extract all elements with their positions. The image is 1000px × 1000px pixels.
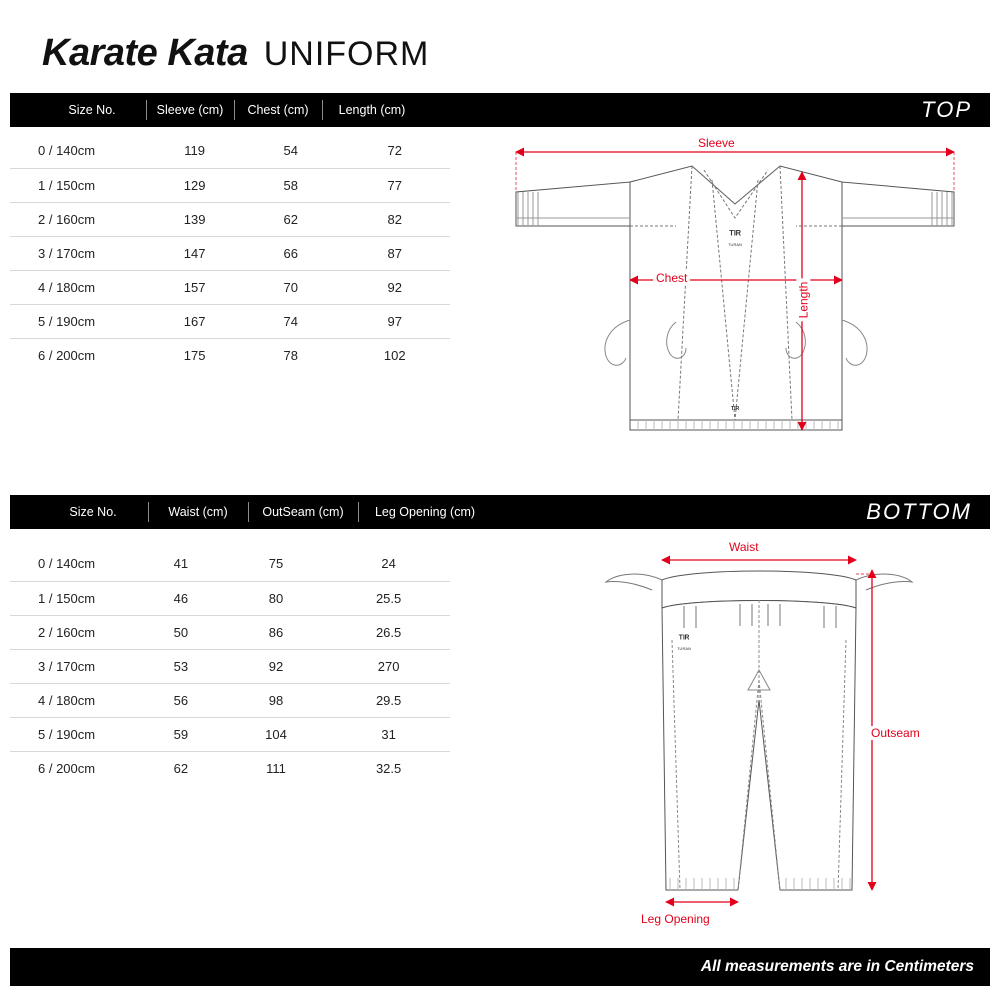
cell-legopening: 32.5 (375, 760, 402, 776)
bottom-size-table (10, 547, 450, 785)
cell-legopening: 26.5 (327, 615, 450, 649)
cell-sleeve: 119 (147, 134, 242, 168)
cell-sleeve: 129 (147, 168, 242, 202)
top-size-table (10, 134, 450, 372)
cell-chest: 78 (283, 347, 299, 363)
cell-sleeve: 167 (147, 304, 242, 338)
table-row (10, 236, 450, 270)
jacket-svg (480, 130, 990, 460)
bottom-col-header-waist: Waist (cm) (148, 495, 248, 529)
cell-sleeve: 175 (183, 347, 206, 363)
cell-length: 102 (383, 347, 406, 363)
cell-legopening: 25.5 (327, 581, 450, 615)
cell-waist: 53 (137, 649, 225, 683)
cell-waist: 56 (137, 683, 225, 717)
cell-size: 2 / 160cm (10, 202, 147, 236)
title-main: Karate Kata (42, 32, 248, 74)
cell-waist: 62 (173, 760, 189, 776)
dim-label-outseam: Outseam (868, 726, 923, 740)
table-row (10, 338, 450, 372)
cell-chest: 74 (242, 304, 339, 338)
cell-sleeve: 139 (147, 202, 242, 236)
svg-text:TURAN: TURAN (677, 646, 691, 651)
cell-chest: 62 (242, 202, 339, 236)
cell-size: 0 / 140cm (10, 547, 137, 581)
footer-note: All measurements are in Centimeters (700, 958, 974, 975)
top-section-label: TOP (921, 97, 972, 122)
dim-label-sleeve: Sleeve (695, 136, 738, 150)
cell-size: 6 / 200cm (38, 760, 96, 776)
cell-chest: 58 (242, 168, 339, 202)
footer-bar (10, 948, 990, 986)
cell-sleeve: 157 (147, 270, 242, 304)
dim-label-chest: Chest (653, 271, 690, 285)
cell-outseam: 98 (225, 683, 327, 717)
cell-length: 77 (339, 168, 450, 202)
cell-size: 1 / 150cm (10, 168, 147, 202)
cell-legopening: 24 (327, 547, 450, 581)
cell-size: 3 / 170cm (10, 236, 147, 270)
svg-text:ᵀᴵᴿ: ᵀᴵᴿ (730, 405, 740, 414)
dim-label-waist: Waist (726, 540, 762, 554)
cell-waist: 46 (137, 581, 225, 615)
cell-outseam: 104 (225, 717, 327, 751)
cell-outseam: 86 (225, 615, 327, 649)
cell-chest: 66 (242, 236, 339, 270)
cell-length: 82 (339, 202, 450, 236)
dim-label-length: Length (796, 279, 810, 322)
table-row (10, 202, 450, 236)
dim-label-leg-opening: Leg Opening (638, 912, 713, 926)
bottom-section-header (10, 495, 990, 529)
pants-technical-drawing (580, 530, 980, 940)
cell-size: 3 / 170cm (10, 649, 137, 683)
table-row (10, 134, 450, 168)
table-row (10, 751, 450, 785)
cell-size: 0 / 140cm (10, 134, 147, 168)
cell-size: 2 / 160cm (10, 615, 137, 649)
cell-size: 4 / 180cm (10, 683, 137, 717)
cell-size: 6 / 200cm (38, 347, 96, 363)
cell-length: 87 (339, 236, 450, 270)
title-sub: UNIFORM (263, 35, 430, 73)
top-col-header-sleeve: Sleeve (cm) (146, 93, 234, 127)
cell-legopening: 270 (327, 649, 450, 683)
cell-waist: 59 (137, 717, 225, 751)
jacket-technical-drawing (480, 130, 990, 460)
cell-sleeve: 147 (147, 236, 242, 270)
table-row (10, 717, 450, 751)
cell-waist: 50 (137, 615, 225, 649)
cell-legopening: 29.5 (327, 683, 450, 717)
cell-outseam: 111 (266, 760, 286, 776)
table-row (10, 304, 450, 338)
cell-outseam: 75 (225, 547, 327, 581)
top-section-header (10, 93, 990, 127)
cell-size: 5 / 190cm (10, 717, 137, 751)
table-row (10, 683, 450, 717)
cell-length: 97 (339, 304, 450, 338)
cell-length: 72 (339, 134, 450, 168)
top-col-header-length: Length (cm) (322, 93, 422, 127)
top-col-header-chest: Chest (cm) (234, 93, 322, 127)
table-row (10, 581, 450, 615)
top-col-header-size: Size No. (68, 103, 116, 117)
bottom-col-header-size: Size No. (69, 505, 117, 519)
cell-outseam: 80 (225, 581, 327, 615)
bottom-col-header-legopening: Leg Opening (cm) (358, 495, 492, 529)
cell-size: 4 / 180cm (10, 270, 147, 304)
svg-text:ᵀᴵᴿ: ᵀᴵᴿ (729, 229, 741, 241)
svg-text:ᵀᴵᴿ: ᵀᴵᴿ (678, 634, 690, 645)
cell-waist: 41 (137, 547, 225, 581)
cell-length: 92 (339, 270, 450, 304)
bottom-section-label: BOTTOM (866, 499, 972, 524)
table-row (10, 649, 450, 683)
table-row (10, 270, 450, 304)
cell-outseam: 92 (225, 649, 327, 683)
bottom-col-header-outseam: OutSeam (cm) (248, 495, 358, 529)
svg-text:TURAN: TURAN (728, 242, 742, 247)
cell-size: 5 / 190cm (10, 304, 147, 338)
page-title (42, 32, 429, 75)
table-row (10, 547, 450, 581)
cell-legopening: 31 (327, 717, 450, 751)
cell-chest: 54 (242, 134, 339, 168)
table-row (10, 615, 450, 649)
table-row (10, 168, 450, 202)
cell-chest: 70 (242, 270, 339, 304)
cell-size: 1 / 150cm (10, 581, 137, 615)
